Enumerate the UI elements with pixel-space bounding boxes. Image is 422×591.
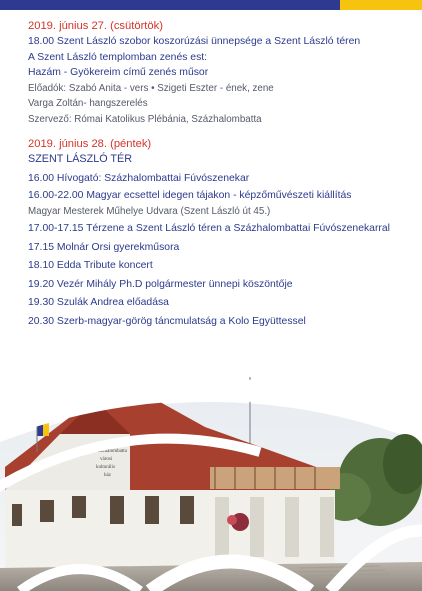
sign-text-2: városi bbox=[100, 457, 113, 462]
stripe-blue bbox=[0, 0, 340, 10]
day2-item-2: 16.00-22.00 Magyar ecsettel idegen tájakon - képzőművészeti kiállítás bbox=[28, 190, 352, 201]
day2-item-4: 17.00-17.15 Térzene a Szent László téren a Százhalombattai Fúvószenekarral bbox=[28, 223, 390, 234]
day2-block bbox=[28, 136, 400, 329]
day2-item-6: 18.10 Edda Tribute koncert bbox=[28, 260, 153, 271]
day2-item-3: Magyar Mesterek Műhelye Udvara (Szent László út 45.) bbox=[28, 205, 271, 217]
day1-line-2: A Szent László templomban zenés est: bbox=[28, 51, 208, 63]
top-color-stripe bbox=[0, 0, 422, 10]
sign-text-1: százhalombatta bbox=[96, 449, 127, 454]
day2-heading: SZENT LÁSZLÓ TÉR bbox=[28, 153, 132, 165]
day1-block bbox=[28, 18, 400, 127]
cultural-house-photo bbox=[0, 372, 422, 591]
day2-item-7: 19.20 Vezér Mihály Ph.D polgármester ünnepi köszöntője bbox=[28, 278, 293, 290]
day2-item-8: 19.30 Szulák Andrea előadása bbox=[28, 297, 169, 308]
program-content bbox=[28, 18, 400, 335]
day2-item-9: 20.30 Szerb-magyar-görög táncmulatság a Kolo Együttessel bbox=[28, 315, 306, 327]
day1-line-6: Szervező: Római Katolikus Plébánia, Százhalombatta bbox=[28, 113, 262, 125]
day1-line-3: Hazám - Gyökereim című zenés műsor bbox=[28, 67, 209, 78]
day2-item-1: 16.00 Hívogató: Százhalombattai Fúvószenekar bbox=[28, 172, 250, 184]
day1-line-1: 18.00 Szent László szobor koszorúzási ünnepsége a Szent László téren bbox=[28, 36, 361, 47]
sign-text-4: ház bbox=[104, 473, 111, 478]
stripe-yellow bbox=[340, 0, 422, 10]
day2-item-5: 17.15 Molnár Orsi gyerekműsora bbox=[28, 241, 180, 253]
day1-line-5: Varga Zoltán- hangszerelés bbox=[28, 98, 148, 109]
day2-date-text: 2019. június 28. bbox=[28, 138, 111, 150]
day1-date-text: 2019. június 27. bbox=[28, 20, 111, 32]
day1-date bbox=[28, 18, 400, 34]
day2-date bbox=[28, 136, 400, 152]
day2-date-weekday: (péntek) bbox=[110, 138, 152, 150]
sign-text-3: kulturális bbox=[96, 465, 115, 470]
day1-date-weekday: (csütörtök) bbox=[110, 20, 163, 32]
day1-line-4: Előadók: Szabó Anita - vers • Szigeti Eszter - ének, zene bbox=[28, 82, 274, 94]
building-illustration bbox=[0, 372, 422, 591]
